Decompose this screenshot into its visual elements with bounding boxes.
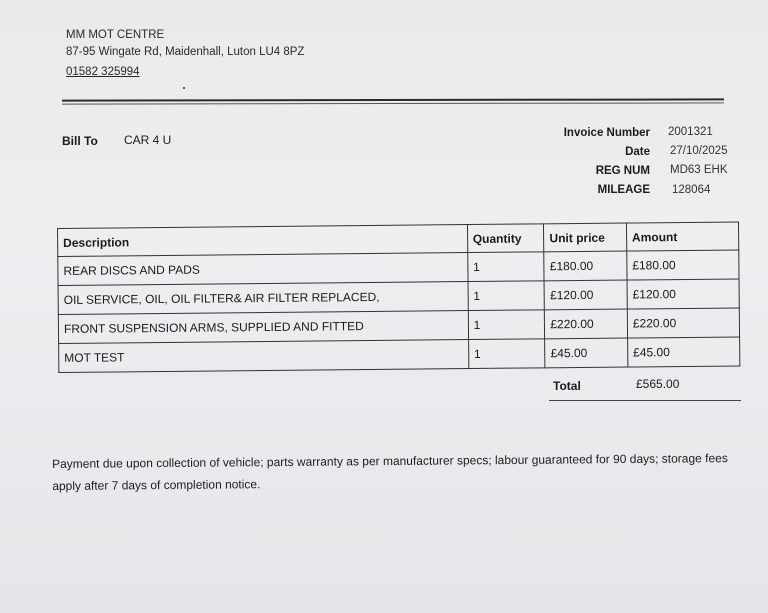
row-description: REAR DISCS AND PADS <box>58 253 468 286</box>
company-name: MM MOT CENTRE <box>66 29 165 41</box>
reg-num-value: MD63 EHK <box>670 164 728 176</box>
total-label: Total <box>553 379 581 393</box>
row-amount: £220.00 <box>627 308 739 338</box>
col-quantity-header: Quantity <box>467 224 544 253</box>
header-divider <box>62 98 724 101</box>
col-description-header: Description <box>58 225 468 257</box>
company-address: 87-95 Wingate Rd, Maidenhall, Luton LU4 8PZ <box>66 46 305 58</box>
mileage-label: MILEAGE <box>597 184 650 196</box>
col-amount-header: Amount <box>626 222 738 251</box>
invoice-number-label: Invoice Number <box>563 127 650 139</box>
header-divider-thin <box>62 102 724 104</box>
bill-to-value: CAR 4 U <box>124 133 172 147</box>
invoice-number-value: 2001321 <box>668 126 713 138</box>
row-unit-price: £120.00 <box>544 280 627 310</box>
date-value: 27/10/2025 <box>670 145 728 157</box>
row-unit-price: £45.00 <box>545 338 628 368</box>
row-description: FRONT SUSPENSION ARMS, SUPPLIED AND FITTED <box>58 311 468 344</box>
payment-terms-note: Payment due upon collection of vehicle; parts warranty as per manufacturer specs; labour guaranteed for 90 days; storage fees apply after 7 days of completion notice. <box>52 451 728 493</box>
row-amount: £180.00 <box>627 250 739 280</box>
row-quantity: 1 <box>468 310 545 340</box>
line-items-table <box>57 221 740 373</box>
date-label: Date <box>625 146 650 158</box>
row-amount: £45.00 <box>627 337 739 367</box>
total-value: £565.00 <box>636 377 680 391</box>
row-unit-price: £180.00 <box>544 251 627 281</box>
row-amount: £120.00 <box>627 279 739 309</box>
reg-num-label: REG NUM <box>595 165 650 177</box>
col-unit-price-header: Unit price <box>544 223 627 252</box>
mileage-value: 128064 <box>672 184 711 196</box>
total-underline <box>549 400 741 401</box>
row-quantity: 1 <box>468 281 545 311</box>
row-unit-price: £220.00 <box>545 309 628 339</box>
stray-dot <box>183 87 185 89</box>
row-description: OIL SERVICE, OIL, OIL FILTER& AIR FILTER REPLACED, <box>58 282 468 315</box>
bill-to-label: Bill To <box>62 134 98 148</box>
row-quantity: 1 <box>468 339 545 369</box>
row-quantity: 1 <box>467 252 544 282</box>
company-phone-link[interactable]: 01582 325994 <box>66 66 140 78</box>
table-row <box>59 337 740 373</box>
row-description: MOT TEST <box>59 340 469 373</box>
